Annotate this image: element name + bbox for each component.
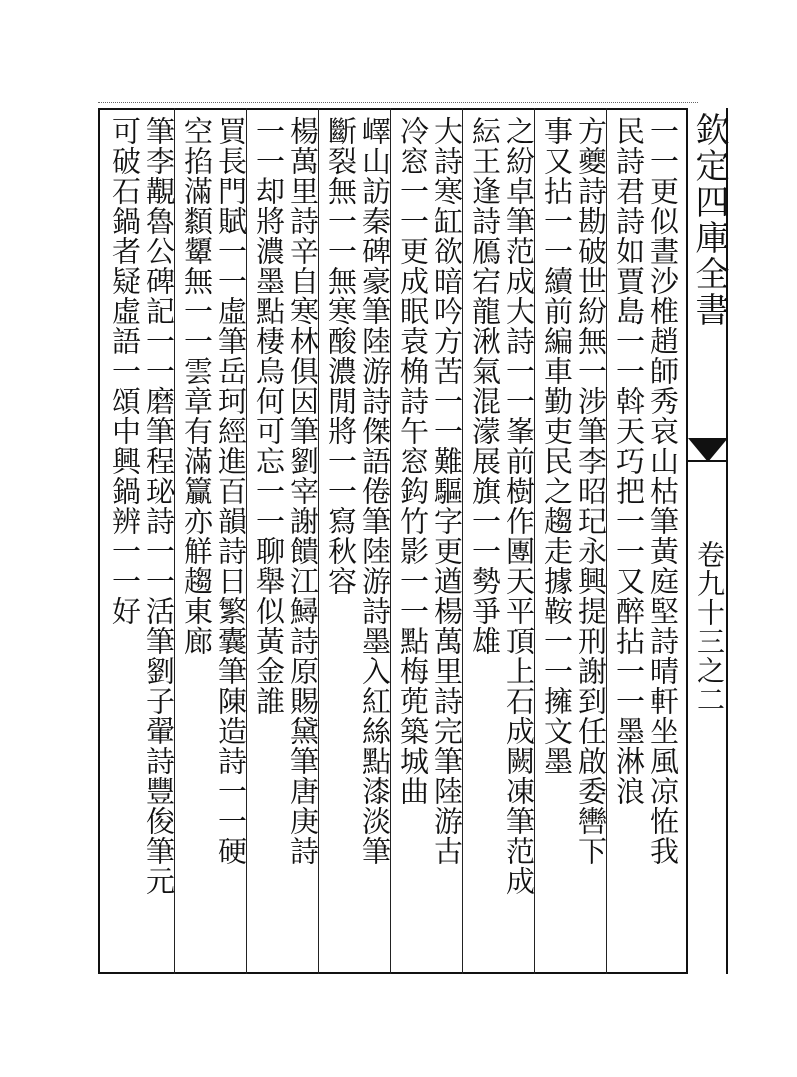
- text-column: 斷裂無一一無寒酸濃閒將一一寫秋容: [324, 116, 358, 596]
- text-column: 紜王逢詩鴈宕龍湫氣混濛展旗一一勢爭雄: [468, 116, 502, 656]
- text-column: 之紛卓筆范成大詩一一峯前樹作團天平頂上石成闕凍筆范成: [502, 116, 536, 896]
- fish-tail-line: [688, 460, 728, 462]
- book-title: 欽定四庫全書: [689, 112, 729, 328]
- page-margin: [688, 108, 728, 974]
- text-column: 方夔詩勘破世紛無一涉筆李昭玘永興提刑謝到任啟委轡下: [574, 116, 608, 866]
- text-column: 一一却將濃墨點棲烏何可忘一一聊舉似黃金誰: [252, 116, 286, 716]
- right-border: [726, 108, 728, 974]
- text-column: 事又拈一一續前編車勤吏民之趨走據鞍一一擁文墨: [540, 116, 574, 776]
- top-dotted-line: [98, 102, 698, 104]
- text-column: 筆李覯魯公碑記一一磨筆程珌詩一一活筆劉子翬詩豐俊筆元: [142, 116, 176, 896]
- fish-tail-mark: [688, 438, 728, 462]
- text-column: 空掐滿纇顰無一一雲章有滿籯亦觧趨東廊: [180, 116, 214, 656]
- volume-label: 卷九十三之二: [693, 540, 726, 714]
- text-column: 大詩寒缸欲暗吟方苦一一難驅字更遒楊萬里詩完筆陸游古: [430, 116, 464, 866]
- text-column: 楊萬里詩辛自寒林俱因筆劉宰謝饋江鱘詩原賜黛筆唐庚詩: [286, 116, 320, 866]
- text-column: 嶧山訪秦碑豪筆陸游詩傑語倦筆陸游詩墨入紅絲點漆淡筆: [358, 116, 392, 866]
- text-column: 冷窓一一更成眠袁桷詩午窓鈎竹影一一點梅蔸築城曲: [396, 116, 430, 806]
- text-column: 一一更似晝沙椎趙師秀哀山枯筆黃庭堅詩晴軒坐風凉恠我: [646, 116, 680, 866]
- text-column: 可破石鍋者疑虛語一頌中興鍋辨一一好: [108, 116, 142, 626]
- text-column: 買長門賦一一虛筆岳珂經進百韻詩日繁囊筆陳造詩一一硬: [214, 116, 248, 866]
- text-column: 民詩君詩如賈島一一斡天巧把一一又醉拈一一墨淋浪: [612, 116, 646, 806]
